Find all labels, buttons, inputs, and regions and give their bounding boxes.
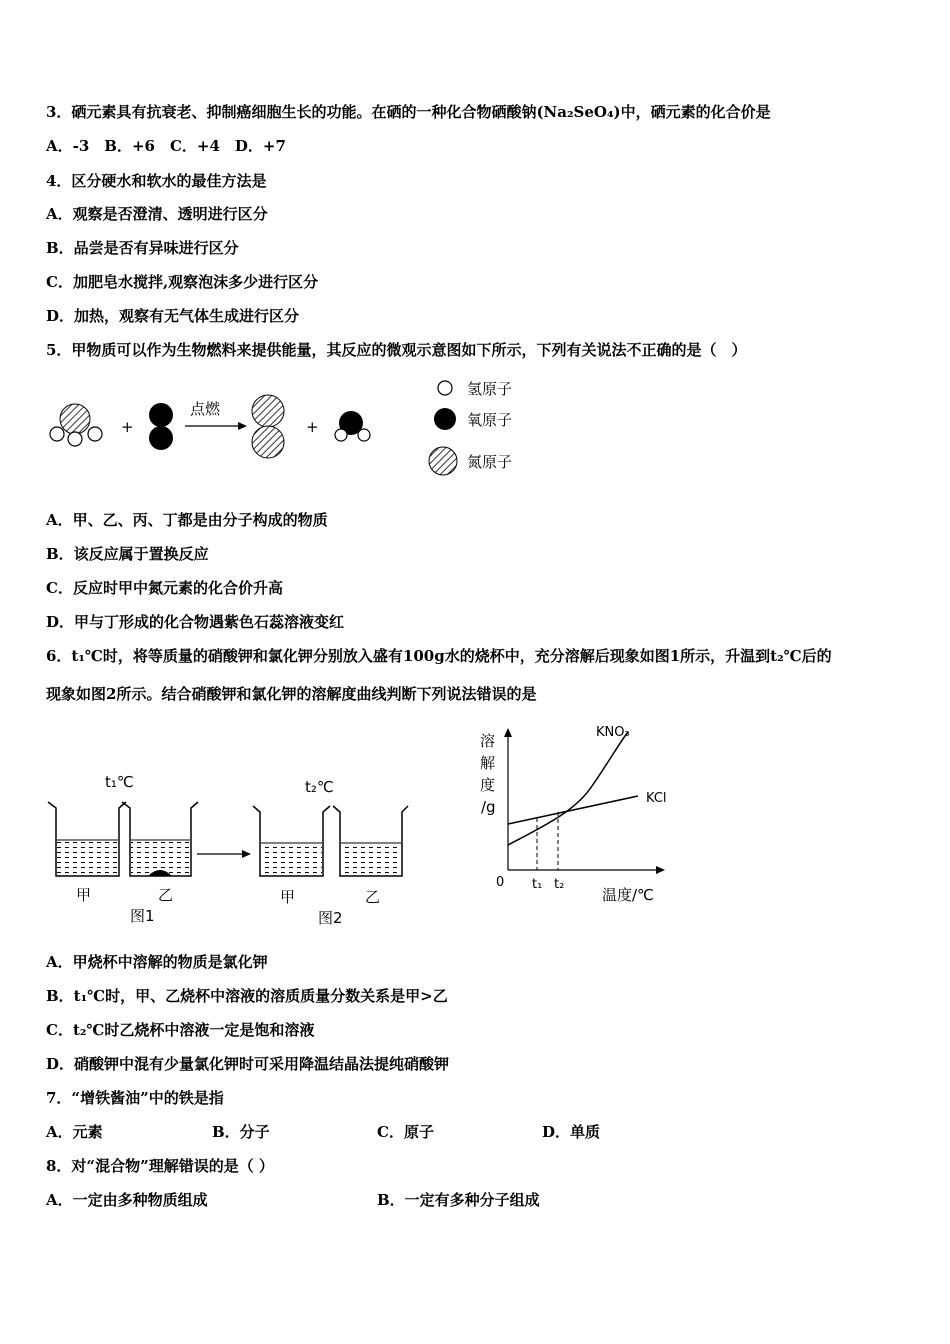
fig1-beaker-jia-label: 甲	[76, 886, 92, 904]
legend-nitrogen-icon	[429, 447, 457, 475]
kno3-label: KNO₃	[596, 725, 630, 740]
heating-arrow-head	[242, 850, 251, 858]
fig2-beaker-yi-label: 乙	[365, 888, 381, 906]
t1-tick-label: t₁	[532, 877, 543, 892]
fig2-caption: 图2	[318, 909, 343, 927]
beaker-yi-fig1	[122, 802, 198, 876]
q3-stem: 3．硒元素具有抗衰老、抑制癌细胞生长的功能。在硒的一种化合物硒酸钠(Na₂SeO₄)中，硒元素的化合价是	[46, 103, 771, 121]
q8-option-b: B．一定有多种分子组成	[377, 1191, 540, 1209]
beaker-jia-fig1	[48, 802, 126, 876]
q4-option-a: A．观察是否澄清、透明进行区分	[46, 205, 268, 223]
y-label-3: 度	[480, 776, 496, 794]
q7-option-a: A．元素	[46, 1123, 103, 1141]
kcl-curve	[508, 796, 638, 824]
fig1-caption: 图1	[130, 907, 155, 925]
y-label-4: /g	[481, 798, 496, 816]
q4-option-d: D．加热，观察有无气体生成进行区分	[46, 307, 300, 325]
legend-oxygen-icon	[434, 408, 456, 430]
q7-option-c: C．原子	[377, 1123, 434, 1141]
plus-sign-2: +	[306, 418, 319, 436]
y-label-2: 解	[480, 754, 496, 772]
q6-stem-line2: 现象如图2所示。结合硝酸钾和氯化钾的溶解度曲线判断下列说法错误的是	[46, 685, 537, 703]
solubility-graph	[480, 725, 667, 904]
molecule-bing	[252, 395, 284, 458]
q6-option-b: B．t₁℃时，甲、乙烧杯中溶液的溶质质量分数关系是甲>乙	[46, 987, 448, 1005]
fig1-temp-label: t₁℃	[105, 773, 134, 791]
legend-hydrogen: 氢原子	[467, 380, 513, 398]
q7-option-b: B．分子	[212, 1123, 270, 1141]
q6-option-c: C．t₂℃时乙烧杯中溶液一定是饱和溶液	[46, 1021, 315, 1039]
q4-stem: 4．区分硬水和软水的最佳方法是	[46, 172, 267, 190]
fig1-beaker-yi-label: 乙	[158, 886, 174, 904]
legend-hydrogen-icon	[438, 381, 452, 395]
reaction-arrow-head	[238, 422, 247, 430]
q6-option-d: D．硝酸钾中混有少量氯化钾时可采用降温结晶法提纯硝酸钾	[46, 1055, 450, 1073]
q5-stem: 5．甲物质可以作为生物燃料来提供能量，其反应的微观示意图如下所示，下列有关说法不正确的是（ ）	[46, 341, 747, 359]
q5-option-d: D．甲与丁形成的化合物遇紫色石蕊溶液变红	[46, 613, 345, 631]
q5-option-a: A．甲、乙、丙、丁都是由分子构成的物质	[46, 511, 328, 529]
q4-option-b: B．品尝是否有异味进行区分	[46, 239, 239, 257]
kno3-curve	[508, 732, 628, 845]
molecule-ding	[335, 411, 370, 441]
x-axis-arrow	[656, 866, 665, 874]
t2-tick-label: t₂	[554, 877, 565, 892]
q6-stem-line1: 6．t₁℃时，将等质量的硝酸钾和氯化钾分别放入盛有100g水的烧杯中，充分溶解后现象如图1所示，升温到t₂℃后的	[46, 647, 832, 665]
fig2-beaker-jia-label: 甲	[280, 888, 296, 906]
reaction-condition: 点燃	[190, 400, 221, 418]
legend-nitrogen: 氮原子	[467, 453, 513, 471]
origin-label: 0	[496, 875, 505, 890]
q5-option-b: B．该反应属于置换反应	[46, 545, 209, 563]
q4-option-c: C．加肥皂水搅拌,观察泡沫多少进行区分	[46, 273, 319, 291]
plus-sign-1: +	[121, 418, 134, 436]
beaker-yi-fig2	[333, 806, 408, 876]
q8-stem: 8．对“混合物”理解错误的是（ ）	[46, 1157, 274, 1175]
y-axis-arrow	[504, 728, 512, 737]
reaction-diagram	[40, 372, 540, 487]
fig2-temp-label: t₂℃	[305, 778, 334, 796]
molecule-jia	[50, 404, 102, 446]
kcl-label: KCl	[646, 791, 667, 806]
q5-option-c: C．反应时甲中氮元素的化合价升高	[46, 579, 283, 597]
q8-option-a: A．一定由多种物质组成	[46, 1191, 208, 1209]
q6-option-a: A．甲烧杯中溶解的物质是氯化钾	[46, 953, 268, 971]
x-axis-label: 温度/℃	[602, 886, 654, 904]
molecule-yi	[149, 403, 173, 450]
q3-options: A．-3 B．+6 C．+4 D．+7	[46, 137, 286, 155]
q7-option-d: D．单质	[542, 1123, 601, 1141]
legend-oxygen: 氧原子	[467, 411, 513, 429]
q7-stem: 7．“增铁酱油”中的铁是指	[46, 1089, 224, 1107]
y-label-1: 溶	[480, 732, 496, 750]
beaker-jia-fig2	[253, 806, 330, 876]
solubility-figure	[40, 720, 680, 935]
